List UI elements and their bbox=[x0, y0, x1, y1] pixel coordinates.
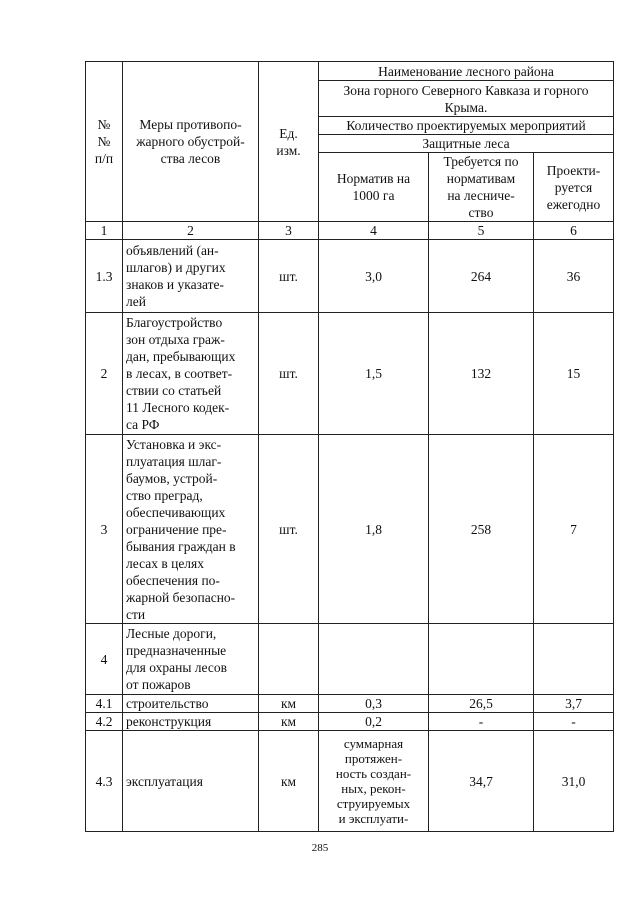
row-norm bbox=[319, 624, 429, 695]
header-unit: Ед. изм. bbox=[259, 62, 319, 222]
row-num: 1.3 bbox=[86, 240, 123, 313]
col-number: 4 bbox=[319, 222, 429, 240]
fire-measures-table bbox=[85, 61, 614, 832]
row-unit: шт. bbox=[259, 313, 319, 435]
col-number: 3 bbox=[259, 222, 319, 240]
header-required: Требуется по нормативам на лесниче- ство bbox=[429, 153, 534, 222]
col-number: 1 bbox=[86, 222, 123, 240]
row-required: 264 bbox=[429, 240, 534, 313]
row-num: 2 bbox=[86, 313, 123, 435]
row-required: 258 bbox=[429, 435, 534, 624]
row-unit: км bbox=[259, 713, 319, 731]
col-number: 5 bbox=[429, 222, 534, 240]
row-required: 34,7 bbox=[429, 731, 534, 832]
row-unit bbox=[259, 624, 319, 695]
header-forest-area-name: Зона горного Северного Кавказа и горного Крыма. bbox=[319, 81, 614, 117]
col-number: 6 bbox=[534, 222, 614, 240]
row-measure: строительство bbox=[123, 695, 259, 713]
table-row bbox=[86, 624, 614, 695]
row-required bbox=[429, 624, 534, 695]
table-row bbox=[86, 435, 614, 624]
row-annual bbox=[534, 624, 614, 695]
header-forest-area-title: Наименование лесного района bbox=[319, 62, 614, 81]
header-forest-type: Защитные леса bbox=[319, 135, 614, 153]
table-row bbox=[86, 731, 614, 832]
row-annual: 36 bbox=[534, 240, 614, 313]
row-required: - bbox=[429, 713, 534, 731]
row-num: 3 bbox=[86, 435, 123, 624]
table-row bbox=[86, 695, 614, 713]
row-num: 4 bbox=[86, 624, 123, 695]
row-num: 4.2 bbox=[86, 713, 123, 731]
row-norm: 0,2 bbox=[319, 713, 429, 731]
header-num: № № п/п bbox=[86, 62, 123, 222]
row-unit: км bbox=[259, 695, 319, 713]
row-measure: реконструкция bbox=[123, 713, 259, 731]
row-num: 4.3 bbox=[86, 731, 123, 832]
row-norm: суммарная протяжен- ность создан- ных, рекон- струируемых и эксплуати- bbox=[319, 731, 429, 832]
column-numbers-row bbox=[86, 222, 614, 240]
row-annual: - bbox=[534, 713, 614, 731]
row-annual: 15 bbox=[534, 313, 614, 435]
row-num: 4.1 bbox=[86, 695, 123, 713]
row-norm: 3,0 bbox=[319, 240, 429, 313]
row-unit: шт. bbox=[259, 435, 319, 624]
row-measure: Благоустройство зон отдыха граж- дан, пребывающих в лесах, в соответ- ствии со статьей 11 Лесного кодек- са РФ bbox=[123, 313, 259, 435]
row-unit: шт. bbox=[259, 240, 319, 313]
row-annual: 31,0 bbox=[534, 731, 614, 832]
col-number: 2 bbox=[123, 222, 259, 240]
row-norm: 1,8 bbox=[319, 435, 429, 624]
row-annual: 7 bbox=[534, 435, 614, 624]
page-number: 285 bbox=[311, 842, 329, 854]
row-norm: 0,3 bbox=[319, 695, 429, 713]
row-measure: объявлений (ан- шлагов) и других знаков и указате- лей bbox=[123, 240, 259, 313]
row-measure: эксплуатация bbox=[123, 731, 259, 832]
header-planned-count-title: Количество проектируемых мероприятий bbox=[319, 117, 614, 135]
row-required: 132 bbox=[429, 313, 534, 435]
table-row bbox=[86, 313, 614, 435]
row-measure: Лесные дороги, предназначенные для охраны лесов от пожаров bbox=[123, 624, 259, 695]
row-unit: км bbox=[259, 731, 319, 832]
header-norm: Норматив на 1000 га bbox=[319, 153, 429, 222]
header-annual: Проекти- руется ежегодно bbox=[534, 153, 614, 222]
table-row bbox=[86, 713, 614, 731]
row-norm: 1,5 bbox=[319, 313, 429, 435]
row-annual: 3,7 bbox=[534, 695, 614, 713]
row-measure: Установка и экс- плуатация шлаг- баумов, устрой- ство преград, обеспечивающих ограничение пре- бывания граждан в лесах в целях обеспечения по- жарной безопасно- сти bbox=[123, 435, 259, 624]
table-row bbox=[86, 240, 614, 313]
header-measures: Меры противопо- жарного обустрой- ства лесов bbox=[123, 62, 259, 222]
row-required: 26,5 bbox=[429, 695, 534, 713]
